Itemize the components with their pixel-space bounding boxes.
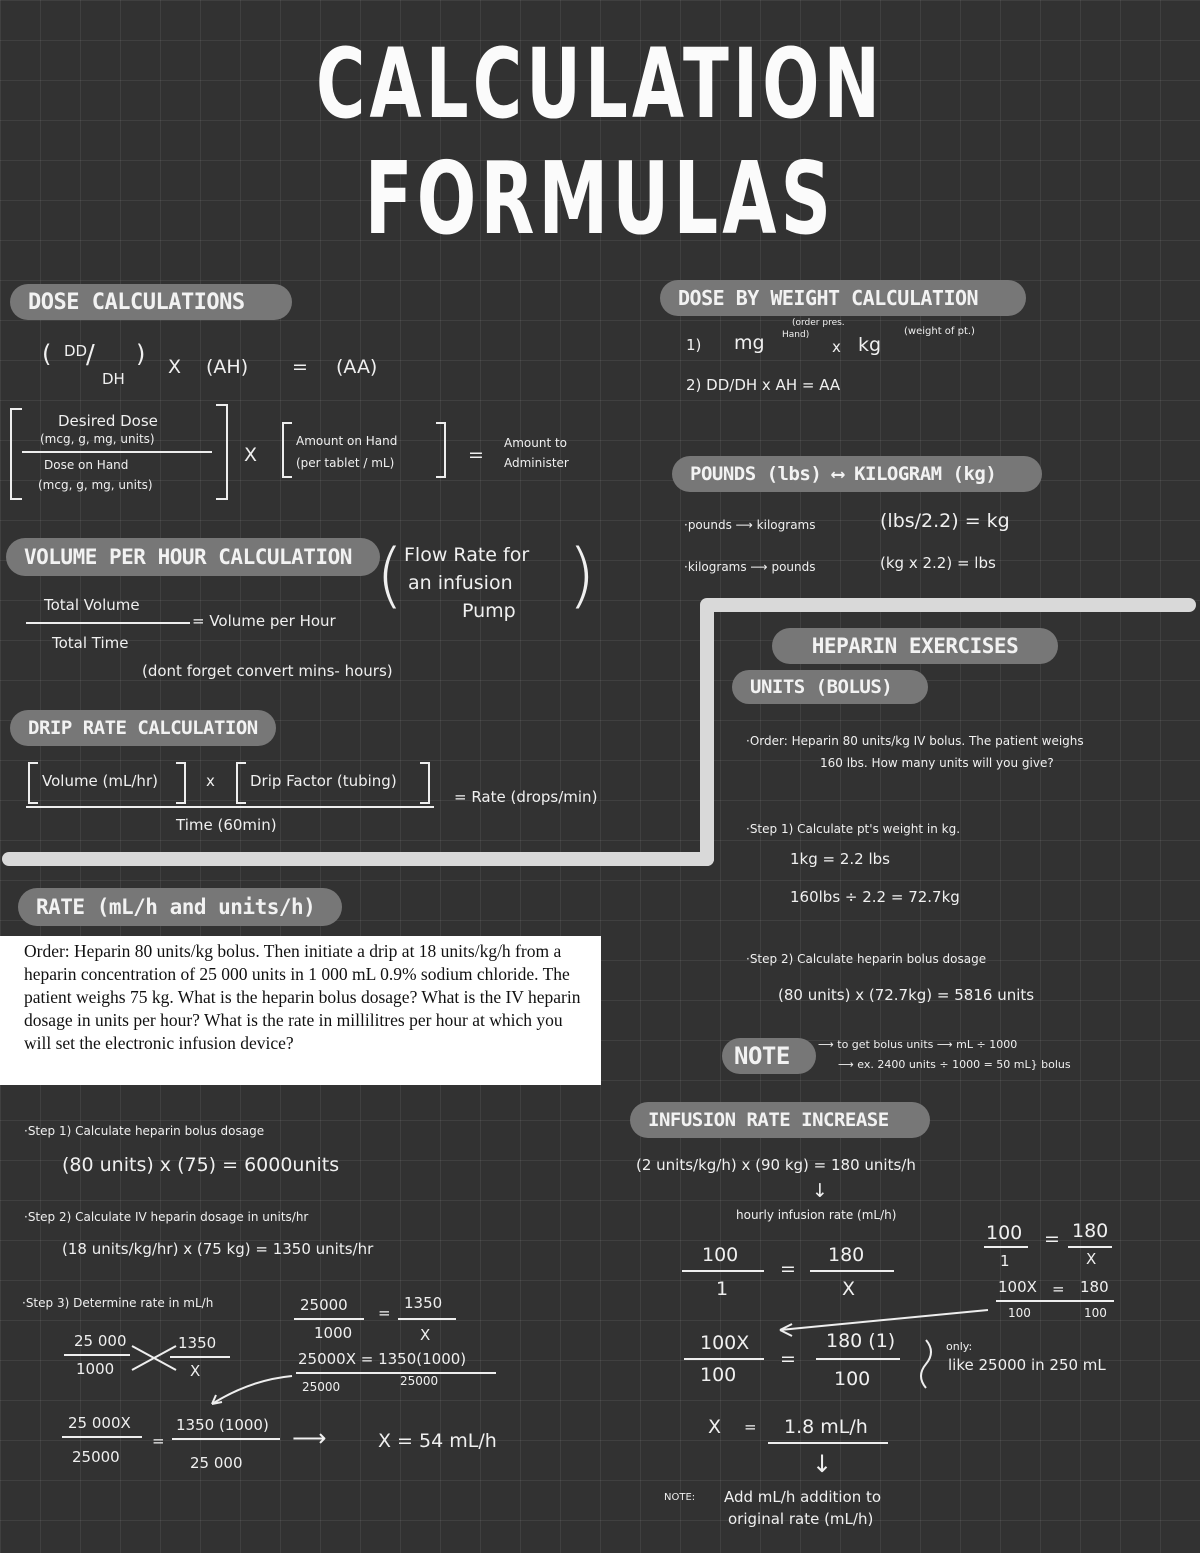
dose-by-weight-heading: DOSE BY WEIGHT CALCULATION xyxy=(660,280,1026,316)
s3-e-num: 25 000X xyxy=(68,1414,131,1432)
drip-volume-label: Volume (mL/hr) xyxy=(42,772,158,790)
ratio-1: 1 xyxy=(1000,1252,1010,1270)
heparin-order-line2: 160 lbs. How many units will you give? xyxy=(820,756,1054,770)
s3-c-den: 1000 xyxy=(314,1324,353,1342)
infusion-result-x: X xyxy=(708,1416,722,1438)
dose-calculations-heading: DOSE CALCULATIONS xyxy=(10,284,292,320)
volume-result: = Volume per Hour xyxy=(192,612,336,630)
rate-step1-calc: (80 units) x (75) = 6000units xyxy=(62,1154,340,1176)
infusion-note-2: original rate (mL/h) xyxy=(728,1510,874,1528)
infusion-note-label: NOTE: xyxy=(664,1492,696,1503)
weight-line1-sup1: (order pres. xyxy=(792,318,845,328)
infusion-note-1: Add mL/h addition to xyxy=(724,1488,882,1506)
ratio-x: X xyxy=(1086,1250,1097,1268)
s3-arrow: ⟶ xyxy=(292,1424,327,1452)
s3-b-num: 1350 xyxy=(178,1334,217,1352)
formula-dh: DH xyxy=(102,370,125,388)
ratio-100x: 100X xyxy=(998,1278,1037,1296)
drip-factor-label: Drip Factor (tubing) xyxy=(250,772,397,790)
s3-a-den: 1000 xyxy=(76,1360,115,1378)
s3-cross: 25000X = 1350(1000) xyxy=(298,1350,467,1368)
infusion-g-180: 180 (1) xyxy=(826,1330,896,1352)
infusion-g-100: 100 xyxy=(700,1364,737,1386)
heparin-step2: ·Step 2) Calculate heparin bolus dosage xyxy=(746,952,987,966)
infusion-f-100: 100 xyxy=(702,1244,739,1266)
heparin-step1: ·Step 1) Calculate pt's weight in kg. xyxy=(746,822,961,836)
volume-per-hour-heading: VOLUME PER HOUR CALCULATION xyxy=(6,538,380,576)
weight-line1-sup3: (weight of pt.) xyxy=(904,326,975,337)
s3-d-num: 1350 xyxy=(404,1294,443,1312)
note-badge: NOTE xyxy=(722,1038,816,1074)
weight-line1-sup2: Hand) xyxy=(782,330,810,340)
heparin-order-box: Order: Heparin 80 units/kg bolus. Then initiate a drip at 18 units/kg/h from a heparin concentration of 25 000 units in 1 000 mL 0.9% sodium chloride. The patient weighs 75 kg. What is the heparin bolus dosage? What is the IV heparin dosage in units per hour? What is the rate in millilitres per hour at which you will set the electronic infusion device? xyxy=(0,936,601,1085)
infusion-side-note-2: like 25000 in 250 mL xyxy=(948,1356,1106,1374)
s3-e-den: 25000 xyxy=(72,1448,120,1466)
infusion-g-100x: 100X xyxy=(700,1332,750,1354)
rate-step2-label: ·Step 2) Calculate IV heparin dosage in units/hr xyxy=(24,1210,309,1224)
s3-e-eq: = xyxy=(152,1432,165,1450)
infusion-result-eq: = xyxy=(744,1418,757,1436)
units-bolus-heading: UNITS (BOLUS) xyxy=(732,670,928,704)
amount-administer-1: Amount to xyxy=(504,436,568,450)
formula-times: X xyxy=(168,356,182,378)
infusion-sub-label: hourly infusion rate (mL/h) xyxy=(736,1208,897,1222)
formula-ah: (AH) xyxy=(206,356,249,378)
s3-f-den: 25 000 xyxy=(190,1454,243,1472)
drip-time-label: Time (60min) xyxy=(176,816,277,834)
ratio-180b: 180 xyxy=(1080,1278,1109,1296)
infusion-line1: (2 units/kg/h) x (90 kg) = 180 units/h xyxy=(636,1156,916,1174)
flow-rate-line3: Pump xyxy=(462,600,516,622)
ratio-100d: 100 xyxy=(1084,1306,1107,1320)
weight-line1-x: x xyxy=(832,338,841,356)
heparin-note-2: ⟶ ex. 2400 units ÷ 1000 = 50 mL} bolus xyxy=(838,1058,1071,1071)
volume-note: (dont forget convert mins- hours) xyxy=(142,662,393,680)
desired-dose-units: (mcg, g, mg, units) xyxy=(40,432,155,446)
drip-rate-heading: DRIP RATE CALCULATION xyxy=(10,710,276,746)
dose-on-hand-units: (mcg, g, mg, units) xyxy=(38,478,153,492)
formula-equals: = xyxy=(292,356,308,378)
heparin-step2-calc: (80 units) x (72.7kg) = 5816 units xyxy=(778,986,1035,1004)
s3-cross-left-den: 25000 xyxy=(302,1380,341,1394)
weight-line1-mg: mg xyxy=(734,332,765,354)
s3-b-den: X xyxy=(190,1362,201,1380)
total-time-label: Total Time xyxy=(52,634,129,652)
page-title-line1: CALCULATION xyxy=(315,28,885,140)
s3-d-den: X xyxy=(420,1326,431,1344)
infusion-result-val: 1.8 mL/h xyxy=(784,1416,868,1438)
infusion-down-arrow-2: ↓ xyxy=(812,1450,833,1478)
s3-a-num: 25 000 xyxy=(74,1332,127,1350)
desired-dose-label: Desired Dose xyxy=(58,412,158,430)
infusion-rate-heading: INFUSION RATE INCREASE xyxy=(630,1102,930,1138)
infusion-f-1: 1 xyxy=(716,1278,729,1300)
infusion-f-180: 180 xyxy=(828,1244,865,1266)
formula-aa: (AA) xyxy=(336,356,378,378)
ratio-100c: 100 xyxy=(1008,1306,1031,1320)
pounds-row1-label: ·pounds ⟶ kilograms xyxy=(684,518,816,532)
s3-c-eq: = xyxy=(378,1304,391,1322)
rate-step3-label: ·Step 3) Determine rate in mL/h xyxy=(22,1296,214,1310)
ratio-180: 180 xyxy=(1072,1220,1109,1242)
drip-result: = Rate (drops/min) xyxy=(454,788,598,806)
heparin-order-line1: ·Order: Heparin 80 units/kg IV bolus. The patient weighs xyxy=(746,734,1084,748)
amount-on-hand-units: (per tablet / mL) xyxy=(296,456,395,470)
rate-step1-label: ·Step 1) Calculate heparin bolus dosage xyxy=(24,1124,265,1138)
drip-times: x xyxy=(206,772,215,790)
weight-line2: 2) DD/DH x AH = AA xyxy=(686,376,841,394)
page-title-line2: FORMULAS xyxy=(364,140,836,257)
flow-rate-line2: an infusion xyxy=(408,572,513,594)
infusion-f-eq: = xyxy=(780,1258,796,1280)
heparin-step1-b: 160lbs ÷ 2.2 = 72.7kg xyxy=(790,888,960,906)
pounds-row1-formula: (lbs/2.2) = kg xyxy=(880,510,1010,532)
pounds-row2-label: ·kilograms ⟶ pounds xyxy=(684,560,816,574)
ratio-eq2: = xyxy=(1052,1280,1065,1298)
infusion-down-arrow-1: ↓ xyxy=(812,1180,828,1202)
long-equals: = xyxy=(468,444,484,466)
ratio-eq: = xyxy=(1044,1228,1060,1250)
flow-rate-line1: Flow Rate for xyxy=(404,544,530,566)
ratio-100: 100 xyxy=(986,1222,1023,1244)
s3-cross-den: 25000 xyxy=(400,1374,439,1388)
infusion-g-100b: 100 xyxy=(834,1368,871,1390)
long-times: X xyxy=(244,444,258,466)
amount-on-hand-label: Amount on Hand xyxy=(296,434,398,448)
infusion-g-eq: = xyxy=(780,1348,796,1370)
infusion-f-x: X xyxy=(842,1278,856,1300)
total-volume-label: Total Volume xyxy=(44,596,140,614)
dose-on-hand-label: Dose on Hand xyxy=(44,458,129,472)
rate-step2-calc: (18 units/kg/hr) x (75 kg) = 1350 units/hr xyxy=(62,1240,374,1258)
heparin-note-1: ⟶ to get bolus units ⟶ mL ÷ 1000 xyxy=(818,1038,1018,1051)
heparin-step1-a: 1kg = 2.2 lbs xyxy=(790,850,890,868)
s3-f-num: 1350 (1000) xyxy=(176,1416,269,1434)
pounds-row2-formula: (kg x 2.2) = lbs xyxy=(880,554,996,572)
pounds-kg-heading: POUNDS (lbs) ⟷ KILOGRAM (kg) xyxy=(672,456,1042,492)
heparin-exercises-heading: HEPARIN EXERCISES xyxy=(772,628,1058,664)
weight-line1-kg: kg xyxy=(858,334,882,356)
s3-c-num: 25000 xyxy=(300,1296,348,1314)
s3-result: X = 54 mL/h xyxy=(378,1430,497,1452)
weight-line1-num: 1) xyxy=(686,336,702,354)
amount-administer-2: Administer xyxy=(504,456,569,470)
formula-dd: DD xyxy=(64,342,88,360)
infusion-side-note-1: only: xyxy=(946,1340,973,1353)
rate-heading: RATE (mL/h and units/h) xyxy=(18,888,342,926)
